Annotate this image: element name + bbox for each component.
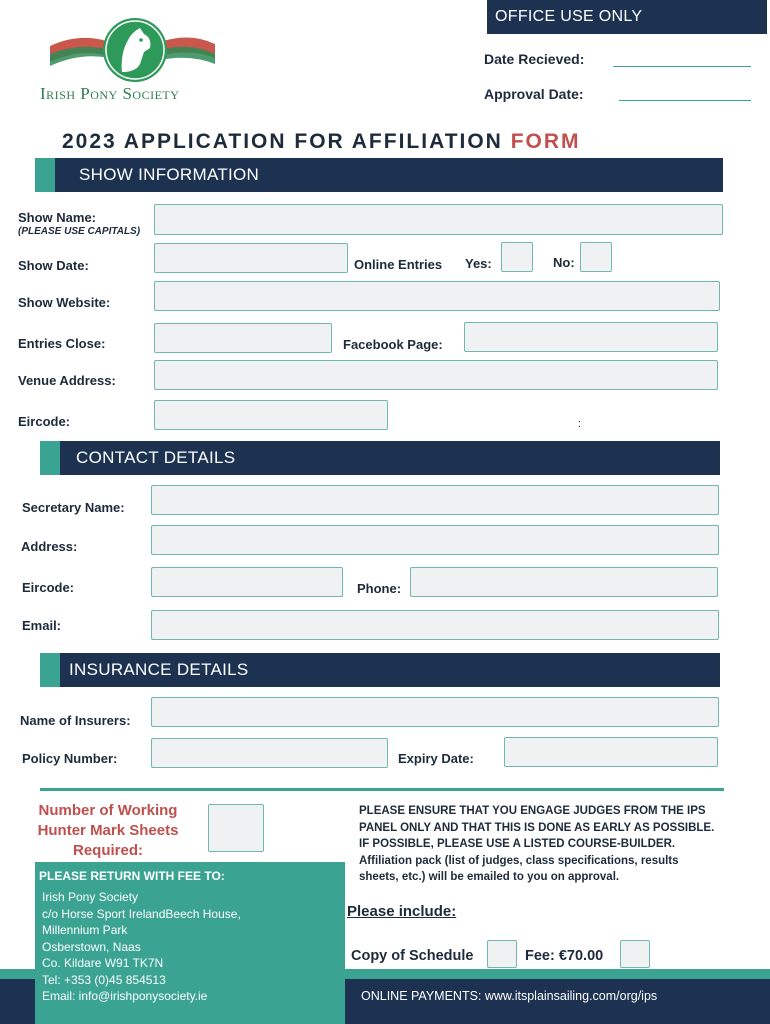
notice-line-1: PLEASE ENSURE THAT YOU ENGAGE JUDGES FROM THE IPS <box>359 805 706 817</box>
show-name-note: (PLEASE USE CAPITALS) <box>18 226 141 237</box>
approval-date-label: Approval Date: <box>484 86 584 102</box>
policy-number-input[interactable] <box>151 738 388 768</box>
stray-colon: : <box>578 418 582 430</box>
show-date-label: Show Date: <box>18 258 89 273</box>
contact-details-header <box>40 441 720 475</box>
expiry-date-label: Expiry Date: <box>398 751 474 766</box>
section-title: CONTACT DETAILS <box>76 448 236 467</box>
section-title: SHOW INFORMATION <box>79 165 260 184</box>
address-input[interactable] <box>151 525 719 555</box>
venue-address-input[interactable] <box>154 360 718 390</box>
return-line: Tel: +353 (0)45 854513 <box>42 972 166 987</box>
form-title-main: 2023 APPLICATION FOR AFFILIATION <box>62 130 503 153</box>
return-address-box <box>35 862 345 1024</box>
working-hunter-line-1: Number of Working <box>38 802 178 819</box>
return-line: c/o Horse Sport IrelandBeech House, <box>42 906 241 921</box>
entries-close-label: Entries Close: <box>18 336 106 351</box>
show-name-label: Show Name: <box>18 210 97 225</box>
policy-number-label: Policy Number: <box>22 751 118 766</box>
approval-date-field[interactable] <box>619 100 751 101</box>
section-tab <box>40 441 60 475</box>
show-information-header <box>35 158 723 192</box>
show-website-input[interactable] <box>154 281 720 311</box>
email-label: Email: <box>22 618 62 633</box>
show-eircode-label: Eircode: <box>18 414 71 429</box>
copy-of-schedule-checkbox[interactable] <box>487 940 517 968</box>
entries-close-input[interactable] <box>154 323 332 353</box>
judges-notice <box>359 803 714 886</box>
return-address <box>42 889 241 1005</box>
secretary-name-input[interactable] <box>151 485 719 515</box>
online-entries-no-label: No: <box>553 255 575 270</box>
expiry-date-input[interactable] <box>504 737 718 767</box>
section-tab <box>40 653 60 687</box>
phone-input[interactable] <box>410 567 718 597</box>
irish-pony-society-logo <box>40 14 230 106</box>
online-payments-text: ONLINE PAYMENTS: www.itsplainsailing.com/org/ips <box>361 989 658 1003</box>
online-entries-yes-checkbox[interactable] <box>501 242 533 272</box>
section-bar <box>60 441 720 475</box>
facebook-page-label: Facebook Page: <box>343 337 443 352</box>
show-name-input[interactable] <box>154 204 723 235</box>
notice-line-2: PANEL ONLY AND THAT THIS IS DONE AS EARLY AS POSSIBLE. <box>359 821 715 834</box>
return-email[interactable]: Email: info@irishponysociety.ie <box>42 989 208 1003</box>
form-title-accent: FORM <box>510 130 581 153</box>
copy-of-schedule-label: Copy of Schedule <box>351 948 474 964</box>
working-hunter-line-3: Required: <box>72 842 143 859</box>
section-title: INSURANCE DETAILS <box>69 660 249 679</box>
facebook-page-input[interactable] <box>464 322 718 352</box>
return-line: Millennium Park <box>42 923 128 937</box>
insurers-input[interactable] <box>151 697 719 727</box>
return-heading: PLEASE RETURN WITH FEE TO: <box>39 869 225 883</box>
insurance-details-header <box>40 653 720 687</box>
online-entries-label: Online Entries <box>354 257 443 272</box>
insurers-label: Name of Insurers: <box>20 713 131 728</box>
venue-address-label: Venue Address: <box>18 373 116 388</box>
contact-eircode-input[interactable] <box>151 567 343 597</box>
secretary-name-label: Secretary Name: <box>22 500 125 515</box>
return-line: Co. Kildare W91 TK7N <box>42 956 164 970</box>
date-received-field[interactable] <box>613 66 751 67</box>
show-eircode-input[interactable] <box>154 400 388 430</box>
fee-label: Fee: €70.00 <box>525 948 604 964</box>
section-bar <box>55 158 723 192</box>
return-line: Irish Pony Society <box>42 890 139 904</box>
notice-line-4: Affiliation pack (list of judges, class specifications, results <box>359 854 679 867</box>
show-date-input[interactable] <box>154 243 348 273</box>
working-hunter-label <box>22 801 194 861</box>
logo-emblem <box>40 14 230 84</box>
fee-checkbox[interactable] <box>620 940 650 968</box>
working-hunter-input[interactable] <box>208 804 264 852</box>
online-entries-yes-label: Yes: <box>465 256 492 271</box>
contact-eircode-label: Eircode: <box>22 580 75 595</box>
return-line: Osberstown, Naas <box>42 939 141 954</box>
online-entries-no-checkbox[interactable] <box>580 242 612 272</box>
office-use-header <box>487 0 767 34</box>
form-title <box>62 130 581 154</box>
address-label: Address: <box>21 539 78 554</box>
logo-text: Irish Pony Society <box>40 84 180 103</box>
office-use-title: OFFICE USE ONLY <box>495 8 643 25</box>
email-input[interactable] <box>151 610 719 640</box>
section-bar <box>60 653 720 687</box>
show-website-label: Show Website: <box>18 295 111 310</box>
section-divider <box>40 788 724 791</box>
date-received-label: Date Recieved: <box>484 51 585 67</box>
please-include-heading: Please include: <box>347 903 457 920</box>
working-hunter-line-2: Hunter Mark Sheets <box>37 822 179 839</box>
notice-line-3: IF POSSIBLE, PLEASE USE A LISTED COURSE-BUILDER. <box>359 838 676 850</box>
section-tab <box>35 158 55 192</box>
notice-line-5: sheets, etc.) will be emailed to you on approval. <box>359 871 620 883</box>
phone-label: Phone: <box>357 581 402 596</box>
